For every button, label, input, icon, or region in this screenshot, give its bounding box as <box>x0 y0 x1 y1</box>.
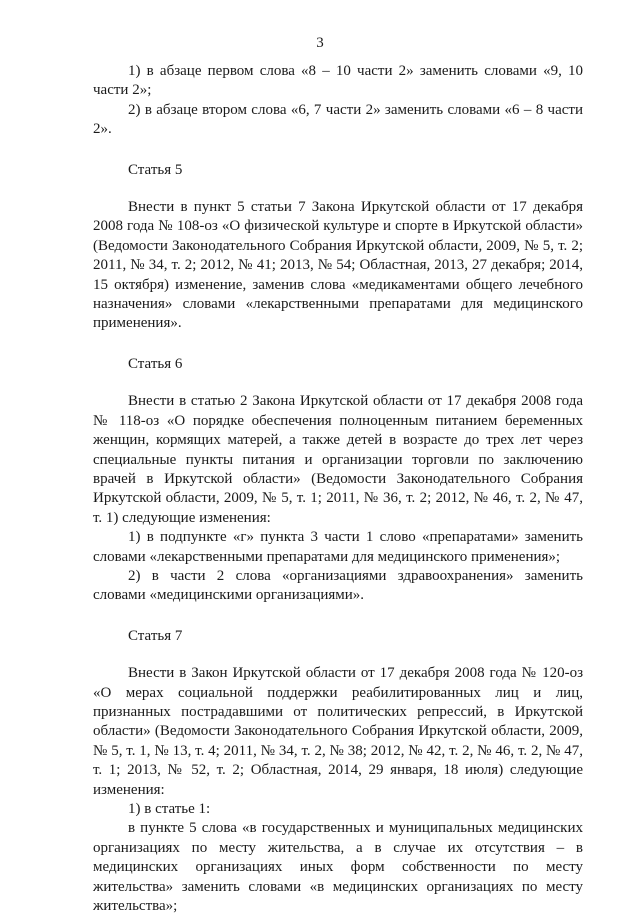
spacer <box>93 140 583 161</box>
article-6-body: Внести в статью 2 Закона Иркутской области от 17 декабря 2008 года № 118-оз «О порядке обеспечения полноценным питанием беременных женщин, кормящих матерей, а также детей в возрасте до трех лет через специальные пункты питания и организации торговли по заключению врачей в Иркутской области» (Ведомости Законодательного Собрания Иркутской области, 2009, № 5, т. 1; 2011, № 36, т. 2; 2012, № 46, т. 2, № 47, т. 1) следующие изменения: <box>93 393 583 526</box>
article-6-heading: Статья 6 <box>128 355 183 372</box>
amendment-subitem: в пункте 5 слова «в государственных и муниципальных медицинских организациях по месту жительства, а в случае их отсутствия – в медицинских организациях иных форм собственности по месту жительства» заменить словами «в медицинских организациях по месту жительства»; <box>93 820 583 915</box>
amendment-item: 1) в подпункте «г» пункта 3 части 1 слово «препаратами» заменить словами «лекарственными препаратами для медицинского применения»; <box>93 529 583 565</box>
spacer <box>93 606 583 627</box>
article-5-heading: Статья 5 <box>128 161 183 178</box>
article-5-body: Внести в пункт 5 статьи 7 Закона Иркутской области от 17 декабря 2008 года № 108-оз «О физической культуре и спорте в Иркутской области» (Ведомости Законодательного Собрания Иркутской области, 2009, № 5, т. 2; 2011, № 34, т. 2; 2012, № 41; 2013, № 54; Областная, 2013, 27 декабря; 2014, 15 октября) изменение, заменив слова «медикаментами общего лечебного назначения» словами «лекарственными препаратами для медицинского применения». <box>93 199 583 332</box>
spacer <box>93 374 583 392</box>
spacer <box>93 180 583 198</box>
amendment-item: 2) в части 2 слова «организациями здравоохранения» заменить словами «медицинскими организациями». <box>93 567 583 604</box>
page-number: 3 <box>316 35 324 51</box>
article-7-body: Внести в Закон Иркутской области от 17 декабря 2008 года № 120-оз «О мерах социальной поддержки реабилитированных лиц и лиц, признанных пострадавшими от политических репрессий, в Иркутской области» (Ведомости Законодательного Собрания Иркутской области, 2009, № 5, т. 1, № 13, т. 4; 2011, № 34, т. 2, № 38; 2012, № 42, т. 2, № 46, т. 2, № 47, т. 1; 2013, № 52, т. 2; Областная, 2014, 29 января, 18 июля) следующие изменения: <box>93 665 583 798</box>
spacer <box>93 334 583 355</box>
document-body <box>93 62 583 916</box>
amendment-item: 2) в абзаце втором слова «6, 7 части 2» заменить словами «6 – 8 части 2». <box>93 101 583 138</box>
amendment-item: 1) в абзаце первом слова «8 – 10 части 2» заменить словами «9, 10 части 2»; <box>93 63 583 99</box>
amendment-item: 1) в статье 1: <box>128 801 211 817</box>
article-7-heading: Статья 7 <box>128 627 183 644</box>
spacer <box>93 646 583 664</box>
